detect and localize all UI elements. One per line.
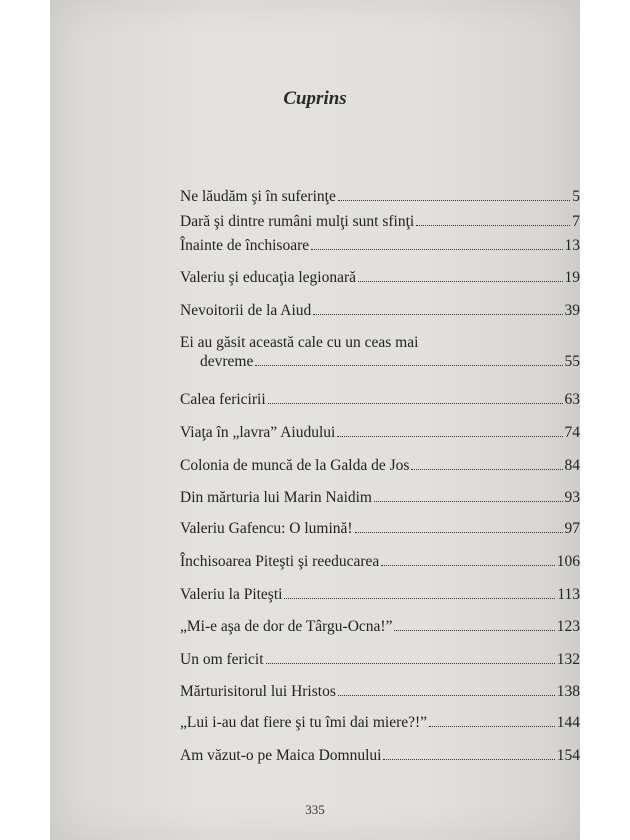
toc-entry-title: Nevoitorii de la Aiud [180, 302, 312, 319]
toc-entry [180, 236, 580, 255]
toc-entry-page: 93 [564, 489, 580, 506]
toc-entry [180, 301, 580, 320]
page-title: Cuprins [283, 88, 347, 109]
toc-entry-page: 154 [556, 747, 580, 764]
toc-entry-title: Valeriu la Piteşti [180, 586, 283, 603]
dot-leader [381, 565, 554, 566]
toc-entry-title-line2: devreme [200, 353, 254, 370]
toc-entry [180, 746, 580, 765]
dot-leader [338, 200, 570, 201]
toc-entry-page: 5 [572, 188, 580, 205]
dot-leader [266, 663, 555, 664]
toc-entry [180, 519, 580, 538]
toc-entry-title: „Mi-e aşa de dor de Târgu-Ocna!” [180, 618, 393, 635]
toc-entry-title: Mărturisitorul lui Hristos [180, 683, 336, 700]
toc-entry [180, 713, 580, 732]
toc-entry-page: 97 [564, 520, 580, 537]
toc-entry-title: Am văzut-o pe Maica Domnului [180, 747, 382, 764]
toc-entry-page: 13 [564, 237, 580, 254]
dot-leader [255, 365, 562, 366]
dot-leader [284, 598, 555, 599]
toc-entry [180, 333, 580, 371]
toc-entry [180, 682, 580, 701]
toc-entry [180, 488, 580, 507]
dot-leader [268, 403, 563, 404]
dot-leader [394, 630, 554, 631]
dot-leader [374, 501, 563, 502]
toc-entry-page: 74 [564, 424, 580, 441]
toc-entry-title: Viaţa în „lavra” Aiudului [180, 424, 336, 441]
toc-entry-title: Înainte de închisoare [180, 237, 310, 254]
toc-entry [180, 423, 580, 442]
toc-entry-page: 132 [556, 651, 580, 668]
toc-entry-title: Închisoarea Piteşti şi reeducarea [180, 553, 380, 570]
toc-entry-page: 144 [556, 714, 580, 731]
toc-entry-page: 7 [572, 213, 580, 230]
book-page [50, 0, 580, 840]
toc-entry-title: Dară şi dintre rumâni mulţi sunt sfinţi [180, 213, 415, 230]
toc-entry-title: Din mărturia lui Marin Naidim [180, 489, 372, 506]
toc-entry-page: 63 [564, 391, 580, 408]
dot-leader [411, 469, 562, 470]
toc-entry [180, 187, 580, 206]
dot-leader [416, 225, 570, 226]
dot-leader [383, 759, 554, 760]
toc-entry-page: 55 [564, 353, 580, 370]
toc-entry [180, 268, 580, 287]
toc-entry [180, 390, 580, 409]
toc-entry-page: 113 [557, 586, 580, 603]
toc-entry-page: 84 [564, 457, 580, 474]
toc-entry-page: 123 [556, 618, 580, 635]
dot-leader [337, 436, 562, 437]
toc-entry-title: „Lui i-au dat fiere şi tu îmi dai miere?!” [180, 714, 428, 731]
toc-entry [180, 617, 580, 636]
toc-entry-page: 19 [564, 269, 580, 286]
toc-entry-title: Un om fericit [180, 651, 264, 668]
toc-entry-page: 39 [564, 302, 580, 319]
toc-entry [180, 552, 580, 571]
toc-entry-title-line1: Ei au găsit această cale cu un ceas mai [180, 334, 419, 351]
dot-leader [338, 695, 555, 696]
dot-leader [313, 314, 562, 315]
toc-entry-title: Valeriu şi educaţia legionară [180, 269, 357, 286]
toc-entry-title: Colonia de muncă de la Galda de Jos [180, 457, 410, 474]
toc-entry-page: 138 [556, 683, 580, 700]
toc-entry-title: Ne lăudăm şi în suferinţe [180, 188, 336, 205]
toc-entry [180, 650, 580, 669]
dot-leader [429, 726, 555, 727]
toc-entry-page: 106 [556, 553, 580, 570]
toc-entry [180, 456, 580, 475]
dot-leader [358, 281, 562, 282]
toc-entry [180, 585, 580, 604]
toc-entry-title: Valeriu Gafencu: O lumină! [180, 520, 353, 537]
dot-leader [355, 532, 563, 533]
page-number: 335 [305, 802, 325, 817]
dot-leader [311, 249, 562, 250]
toc-entry [180, 212, 580, 231]
toc-entry-title: Calea fericirii [180, 391, 266, 408]
